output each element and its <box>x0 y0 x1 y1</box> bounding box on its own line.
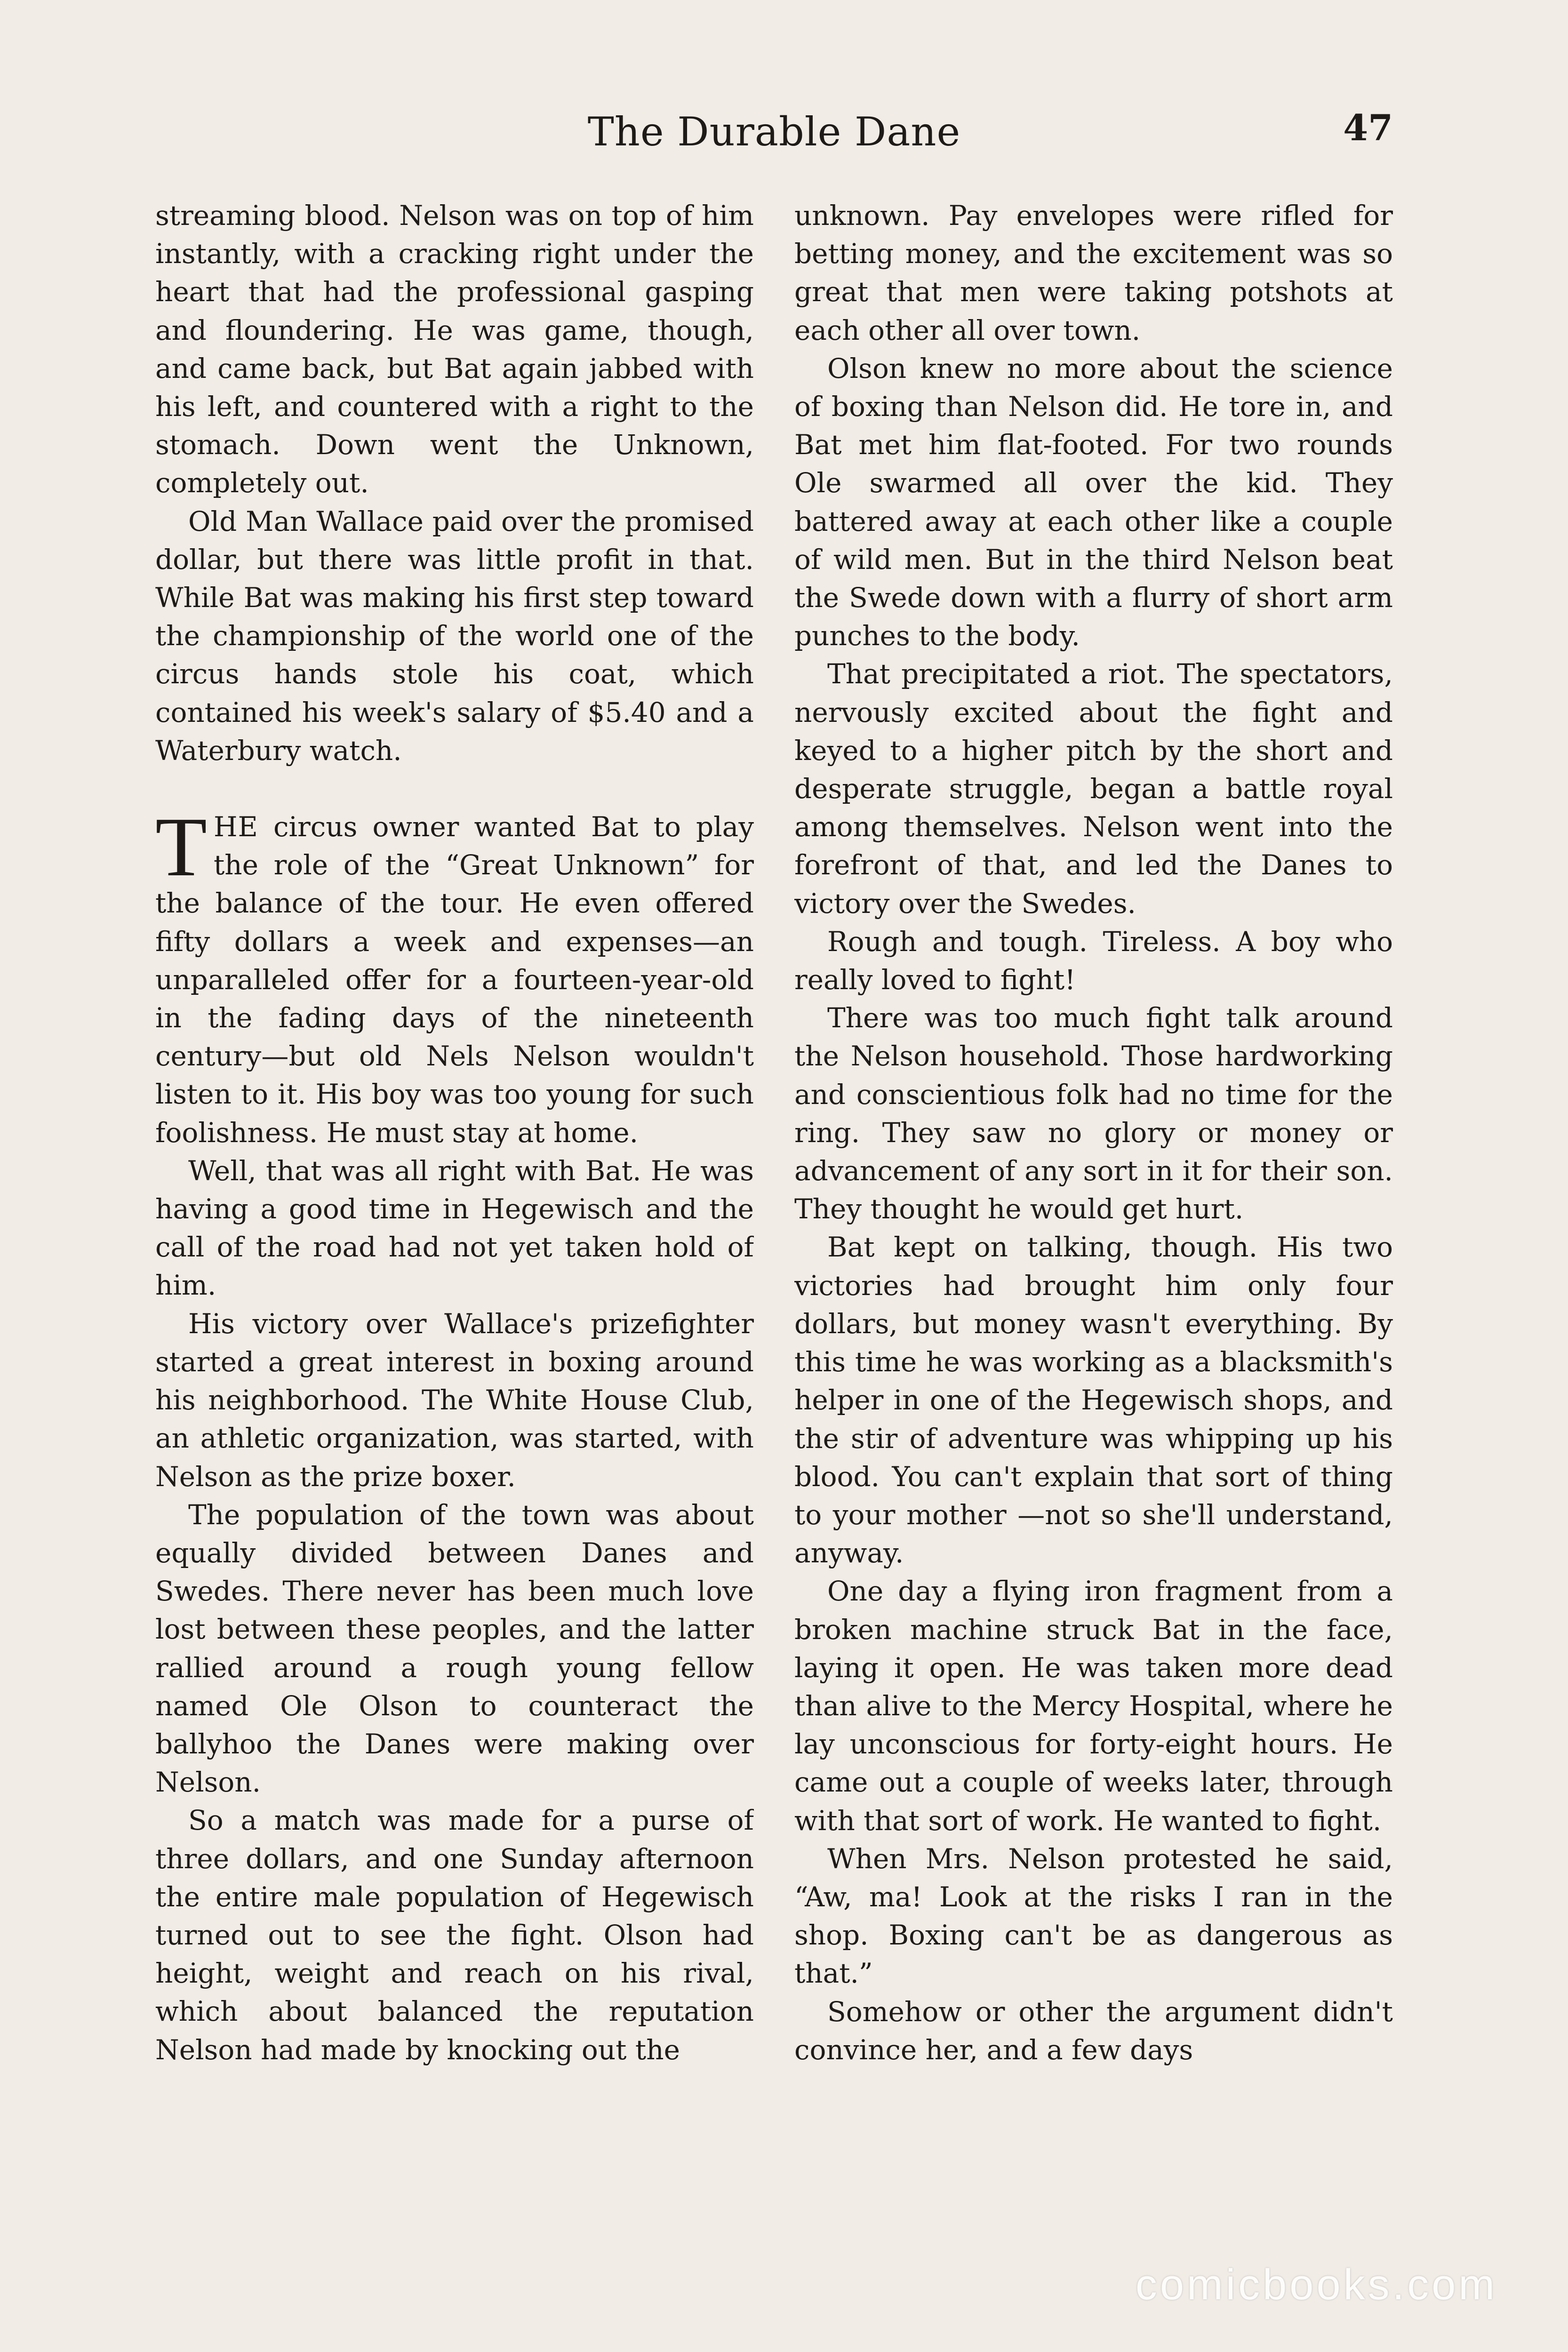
paragraph: Bat kept on talking, though. His two victories had brought him only four dollars, but money wasn't everything. By this time he was working as a blacksmith's helper in one of the Hegewisch shops, and the stir of adventure was whipping up his blood. You can't explain that sort of thing to your mother —not so she'll understand, anyway. <box>794 1231 1393 1569</box>
watermark: comicbooks.com <box>1135 2261 1497 2309</box>
paragraph: His victory over Wallace's prizefighter started a great interest in boxing around his neighborhood. The White House Club, an athletic organization, was started, with Nelson as the prize boxer. <box>155 1307 754 1493</box>
paragraph: The population of the town was about equally divided between Danes and Swedes. There never has been much love lost between these peoples, and the latter rallied around a rough young fellow named Ole Olson to counteract the ballyhoo the Danes were making over Nelson. <box>155 1498 754 1799</box>
page-number: 47 <box>1343 107 1393 149</box>
paragraph: Well, that was all right with Bat. He was having a good time in Hegewisch and the call of the road had not yet taken hold of him. <box>155 1154 754 1302</box>
paragraph-text: circus owner wanted Bat to play the role of the “Great Unknown” for the balance of the tour. He even offered fifty dollars a week and expenses—an unparalleled offer for a fourteen-year-old in the fading days of the nineteenth century—but old Nels Nelson wouldn't listen to it. His boy was too young for such foolishness. He must stay at home. <box>155 811 754 1149</box>
paragraph: Old Man Wallace paid over the promised dollar, but there was little profit in that. While Bat was making his first step toward the championship of the world one of the circus hands stole his coat, which contained his week's salary of $5.40 and a Waterbury watch. <box>155 505 754 767</box>
paragraph: unknown. Pay envelopes were rifled for betting money, and the excitement was so great that men were taking potshots at each other all over town. <box>794 200 1393 346</box>
paragraph: When Mrs. Nelson protested he said, “Aw, ma! Look at the risks I ran in the shop. Boxing can't be as dangerous as that.” <box>794 1842 1393 1990</box>
page-header <box>151 106 1398 162</box>
left-column <box>155 197 754 2192</box>
running-title: The Durable Dane <box>587 109 961 155</box>
paragraph: Rough and tough. Tireless. A boy who really loved to fight! <box>794 925 1393 996</box>
paragraph: streaming blood. Nelson was on top of him instantly, with a cracking right under the heart that had the professional gasping and floundering. He was game, though, and came back, but Bat again jabbed with his left, and countered with a right to the stomach. Down went the Unknown, completely out. <box>155 200 754 499</box>
right-column <box>794 197 1393 2192</box>
paragraph: Somehow or other the argument didn't convince her, and a few days <box>794 1995 1393 2066</box>
paragraph: So a match was made for a purse of three dollars, and one Sunday afternoon the entire male population of Hegewisch turned out to see the fight. Olson had height, weight and reach on his rival, which about balanced the reputation Nelson had made by knocking out the <box>155 1804 754 2066</box>
small-caps-lead: HE <box>213 811 258 843</box>
paragraph: One day a flying iron fragment from a broken machine struck Bat in the face, laying it open. He was taken more dead than alive to the Mercy Hospital, where he lay unconscious for forty-eight hours. He came out a couple of weeks later, through with that sort of work. He wanted to fight. <box>794 1575 1393 1837</box>
drop-cap: T <box>155 800 207 894</box>
paragraph: Olson knew no more about the science of boxing than Nelson did. He tore in, and Bat met him flat-footed. For two rounds Ole swarmed all over the kid. They battered away at each other like a couple of wild men. But in the third Nelson beat the Swede down with a flurry of short arm punches to the body. <box>794 352 1393 652</box>
paragraph: That precipitated a riot. The spectators, nervously excited about the fight and keyed to a higher pitch by the short and desperate struggle, began a battle royal among themselves. Nelson went into the forefront of that, and led the Danes to victory over the Swedes. <box>794 658 1393 920</box>
paragraph: There was too much fight talk around the Nelson household. Those hardworking and conscientious folk had no time for the ring. They saw no glory or money or advancement of any sort in it for their son. They thought he would get hurt. <box>794 1002 1393 1225</box>
section-opening-paragraph <box>155 800 754 1152</box>
